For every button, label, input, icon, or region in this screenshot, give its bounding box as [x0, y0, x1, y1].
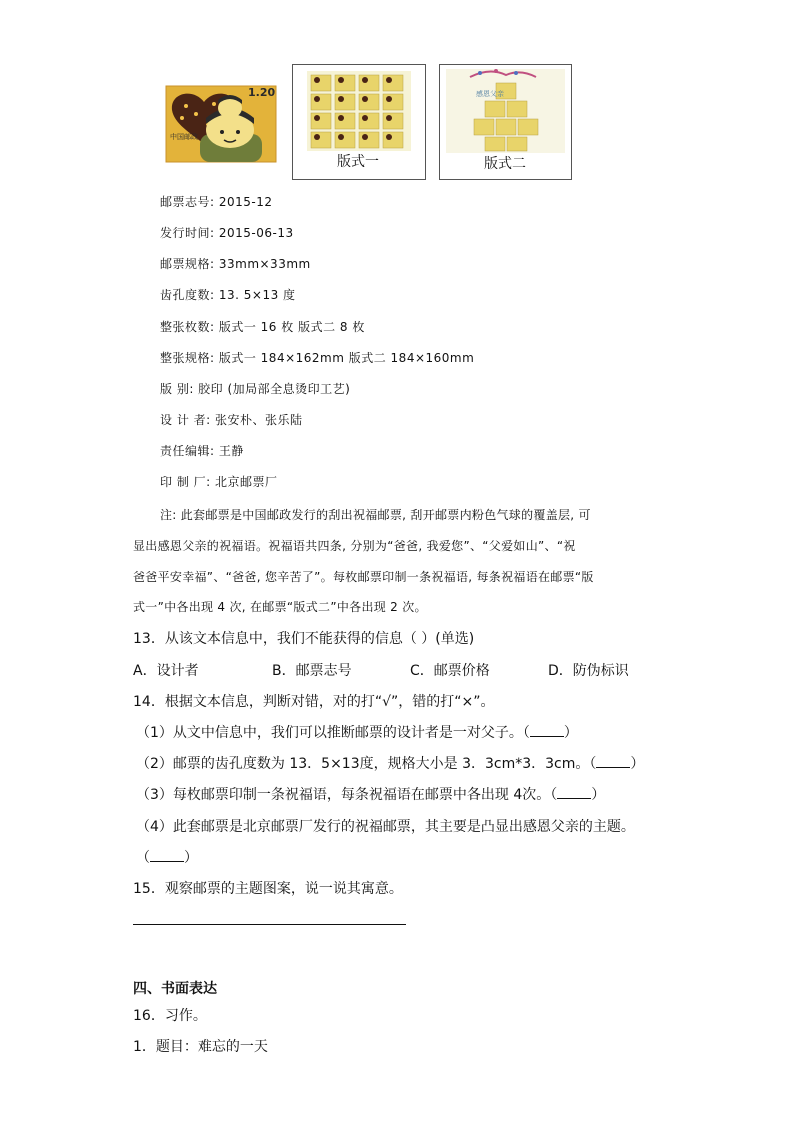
format-one-caption: 版式一	[337, 154, 379, 170]
writing-topic: 1．题目：难忘的一天	[133, 1039, 268, 1055]
question-13-option-d[interactable]: D．防伪标识	[548, 663, 629, 679]
item-close: ）	[563, 725, 578, 741]
question-14-item-4-answer	[136, 847, 198, 867]
note-line: 爸爸平安幸福”、“爸爸, 您辛苦了”。每枚邮票印制一条祝福语, 每条祝福语在邮票“版	[133, 570, 594, 584]
spec-sheet-count: 整张枚数: 版式一 16 枚 版式二 8 枚	[160, 320, 365, 334]
format-two-caption: 版式二	[484, 156, 526, 172]
stamp-image	[164, 84, 278, 164]
question-15-answer-line[interactable]	[133, 924, 406, 925]
question-14-item-4	[136, 816, 635, 836]
format-one-grid	[293, 65, 425, 153]
question-14-item-2	[136, 753, 644, 773]
spec-stamp-number: 邮票志号: 2015-12	[160, 195, 273, 209]
item-text: （4）此套邮票是北京邮票厂发行的祝福邮票，其主要是凸显出感恩父亲的主题。	[136, 819, 635, 835]
answer-blank[interactable]	[596, 755, 630, 768]
format-two-sheet-title: 感恩父亲	[476, 90, 504, 98]
stamp-country-label: 中国邮政	[170, 133, 198, 141]
spec-perforation: 齿孔度数: 13. 5×13 度	[160, 288, 296, 302]
spec-designers: 设 计 者: 张安朴、张乐陆	[160, 413, 303, 427]
answer-blank[interactable]	[150, 849, 184, 862]
answer-blank[interactable]	[557, 786, 591, 799]
paren-open: （	[136, 850, 150, 866]
format-two-pyramid	[440, 65, 571, 155]
format-two-sheet	[439, 64, 572, 180]
section-4-heading: 四、书面表达	[133, 981, 217, 997]
item-text: （3）每枚邮票印制一条祝福语，每条祝福语在邮票中各出现 4次。（	[136, 787, 558, 803]
question-16-stem: 16．习作。	[133, 1008, 207, 1024]
spec-stamp-size: 邮票规格: 33mm×33mm	[160, 257, 311, 271]
paren-close: ）	[184, 850, 198, 866]
note-line: 显出感恩父亲的祝福语。祝福语共四条, 分别为“爸爸, 我爱您”、“父爱如山”、“祝	[133, 539, 576, 553]
spec-printer: 印 制 厂: 北京邮票厂	[160, 475, 278, 489]
question-13-stem: 13．从该文本信息中，我们不能获得的信息（ ）(单选)	[133, 631, 475, 647]
question-15-stem: 15．观察邮票的主题图案，说一说其寓意。	[133, 881, 403, 897]
spec-print-type: 版 别: 胶印 (加局部全息烫印工艺)	[160, 382, 351, 396]
question-13-option-c[interactable]: C．邮票价格	[410, 663, 490, 679]
answer-blank[interactable]	[530, 724, 564, 737]
question-14-item-1	[136, 722, 578, 742]
stamp-denomination: 1.20	[248, 86, 276, 99]
item-text: （2）邮票的齿孔度数为 13．5×13度，规格大小是 3．3cm*3．3cm。（	[136, 756, 597, 772]
spec-sheet-size: 整张规格: 版式一 184×162mm 版式二 184×160mm	[160, 351, 475, 365]
format-one-sheet	[292, 64, 426, 180]
item-close: ）	[630, 756, 645, 772]
item-text: （1）从文中信息中，我们可以推断邮票的设计者是一对父子。（	[136, 725, 530, 741]
question-14-stem: 14．根据文本信息，判断对错，对的打“√”，错的打“×”。	[133, 694, 495, 710]
question-13-option-a[interactable]: A．设计者	[133, 663, 199, 679]
note-line: 注: 此套邮票是中国邮政发行的刮出祝福邮票, 刮开邮票内粉色气球的覆盖层, 可	[160, 508, 591, 522]
question-14-item-3	[136, 784, 605, 804]
spec-editor: 责任编辑: 王静	[160, 444, 244, 458]
item-close: ）	[591, 787, 606, 803]
note-line: 式一”中各出现 4 次, 在邮票“版式二”中各出现 2 次。	[133, 600, 427, 614]
spec-issue-date: 发行时间: 2015-06-13	[160, 226, 294, 240]
question-13-option-b[interactable]: B．邮票志号	[272, 663, 352, 679]
